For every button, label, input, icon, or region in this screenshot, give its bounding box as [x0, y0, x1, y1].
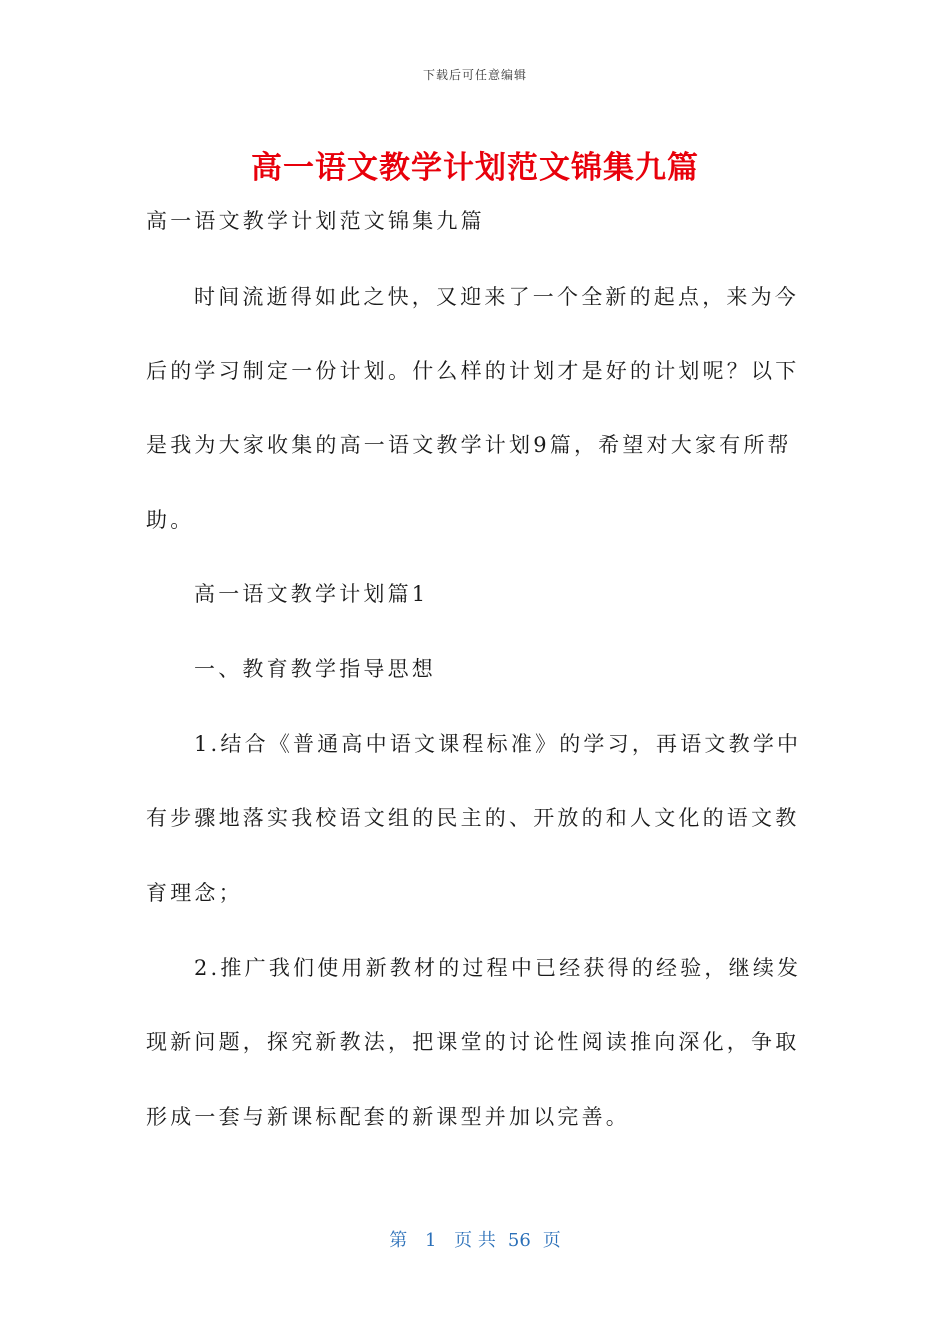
paragraph-line: 是我为大家收集的高一语文教学计划9篇，希望对大家有所帮 [146, 433, 792, 457]
paragraph-line: 1.结合《普通高中语文课程标准》的学习，再语文教学中 [194, 732, 802, 756]
paragraph-line: 时间流逝得如此之快，又迎来了一个全新的起点，来为今 [194, 285, 799, 309]
footer-prefix: 第 [389, 1230, 408, 1251]
document-title: 高一语文教学计划范文锦集九篇 [251, 150, 699, 186]
footer-suffix: 页 [542, 1230, 561, 1251]
paragraph-line: 形成一套与新课标配套的新课型并加以完善。 [146, 1105, 630, 1129]
section-heading: 高一语文教学计划篇1 [194, 582, 429, 606]
paragraph-line: 育理念； [146, 881, 243, 905]
page-footer [0, 1226, 950, 1252]
paragraph-line: 有步骤地落实我校语文组的民主的、开放的和人文化的语文教 [146, 806, 800, 830]
paragraph-line: 助。 [146, 508, 195, 532]
section-heading: 一、教育教学指导思想 [194, 657, 436, 681]
subtitle-line: 高一语文教学计划范文锦集九篇 [146, 209, 485, 233]
paragraph-line: 2.推广我们使用新教材的过程中已经获得的经验，继续发 [194, 956, 802, 980]
paragraph-line: 后的学习制定一份计划。什么样的计划才是好的计划呢？以下 [146, 359, 800, 383]
footer-page-number: 1 [424, 1230, 437, 1251]
footer-total-pages: 56 [507, 1230, 531, 1251]
paragraph-line: 现新问题，探究新教法，把课堂的讨论性阅读推向深化，争取 [146, 1030, 800, 1054]
header-note: 下载后可任意编辑 [422, 68, 527, 82]
footer-middle: 页 共 [454, 1230, 496, 1251]
